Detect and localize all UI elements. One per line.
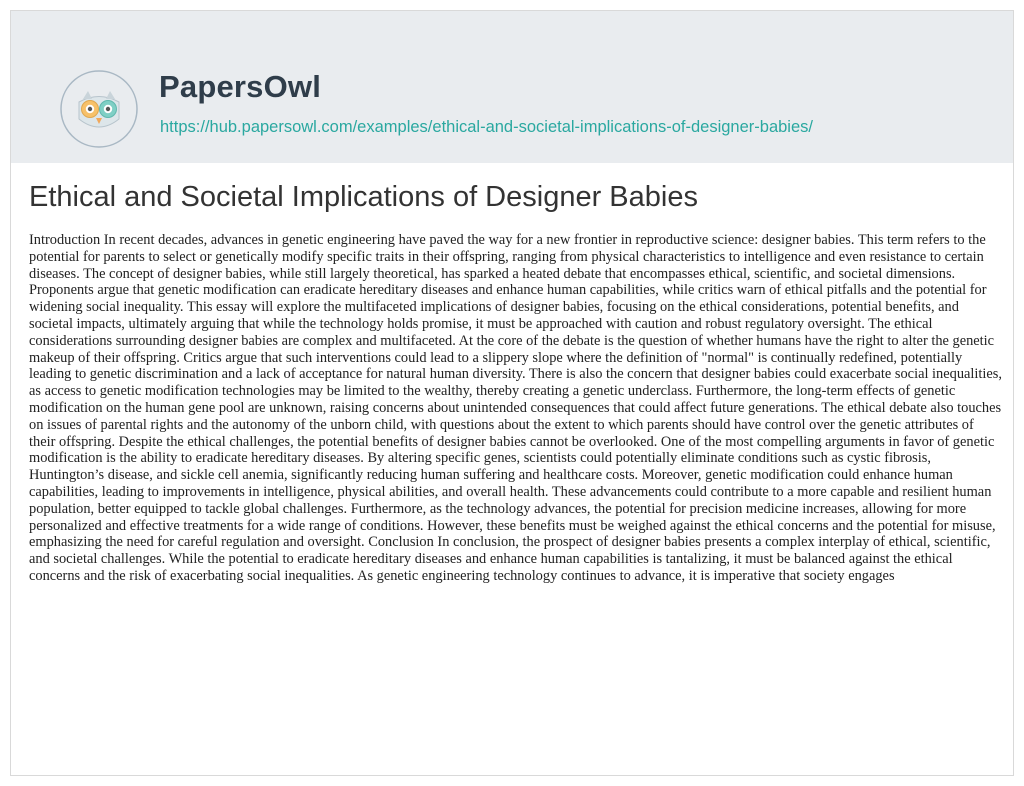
brand-name: PapersOwl	[159, 69, 322, 104]
owl-logo-icon	[59, 69, 139, 149]
source-url-link[interactable]: https://hub.papersowl.com/examples/ethical-and-societal-implications-of-designer-babies/	[160, 118, 813, 136]
page-header	[11, 11, 1013, 163]
document-title: Ethical and Societal Implications of Designer Babies	[29, 181, 698, 213]
document-page	[10, 10, 1014, 776]
document-body-text: Introduction In recent decades, advances in genetic engineering have paved the way for a new frontier in reproductive science: designer babies. This term refers to the potential for parents to select or genetically modify specific traits in their offspring, ranging from physical characteristics to intelligence and even resistance to certain diseases. The concept of designer babies, while still largely theoretical, has sparked a heated debate that encompasses ethical, scientific, and societal dimensions. Proponents argue that genetic modification can eradicate hereditary diseases and enhance human capabilities, while critics warn of ethical pitfalls and the potential for widening social inequality. This essay will explore the multifaceted implications of designer babies, focusing on the ethical considerations, potential benefits, and societal impacts, ultimately arguing that while the technology holds promise, it must be approached with caution and robust regulatory oversight. The ethical considerations surrounding designer babies are complex and multifaceted. At the core of the debate is the question of whether humans have the right to alter the genetic makeup of their offspring. Critics argue that such interventions could lead to a slippery slope where the definition of "normal" is continually redefined, potentially leading to genetic discrimination and a lack of acceptance for natural human diversity. There is also the concern that designer babies could exacerbate social inequalities, as access to genetic modification technologies may be limited to the wealthy, thereby creating a genetic underclass. Furthermore, the long-term effects of genetic modification on the human gene pool are unknown, raising concerns about unintended consequences that could affect future generations. The ethical debate also touches on issues of parental rights and the autonomy of the unborn child, with questions about the extent to which parents should have control over the genetic attributes of their offspring. Despite the ethical challenges, the potential benefits of designer babies cannot be overlooked. One of the most compelling arguments in favor of genetic modification is the ability to eradicate hereditary diseases. By altering specific genes, scientists could potentially eliminate conditions such as cystic fibrosis, Huntington’s disease, and sickle cell anemia, significantly reducing human suffering and healthcare costs. Moreover, genetic modification could enhance human capabilities, leading to improvements in intelligence, physical abilities, and overall health. These advancements could contribute to a more capable and resilient human population, better equipped to tackle global challenges. Furthermore, as the technology advances, the potential for precision medicine increases, allowing for more personalized and effective treatments for a wide range of conditions. However, these benefits must be weighed against the ethical concerns and the potential for misuse, emphasizing the need for careful regulation and oversight. Conclusion In conclusion, the prospect of designer babies presents a complex interplay of ethical, scientific, and societal challenges. While the potential to eradicate hereditary diseases and enhance human capabilities is tantalizing, it must be balanced against the ethical concerns and the risk of exacerbating social inequalities. As genetic engineering technology continues to advance, it is imperative that society engages	[29, 232, 1002, 584]
